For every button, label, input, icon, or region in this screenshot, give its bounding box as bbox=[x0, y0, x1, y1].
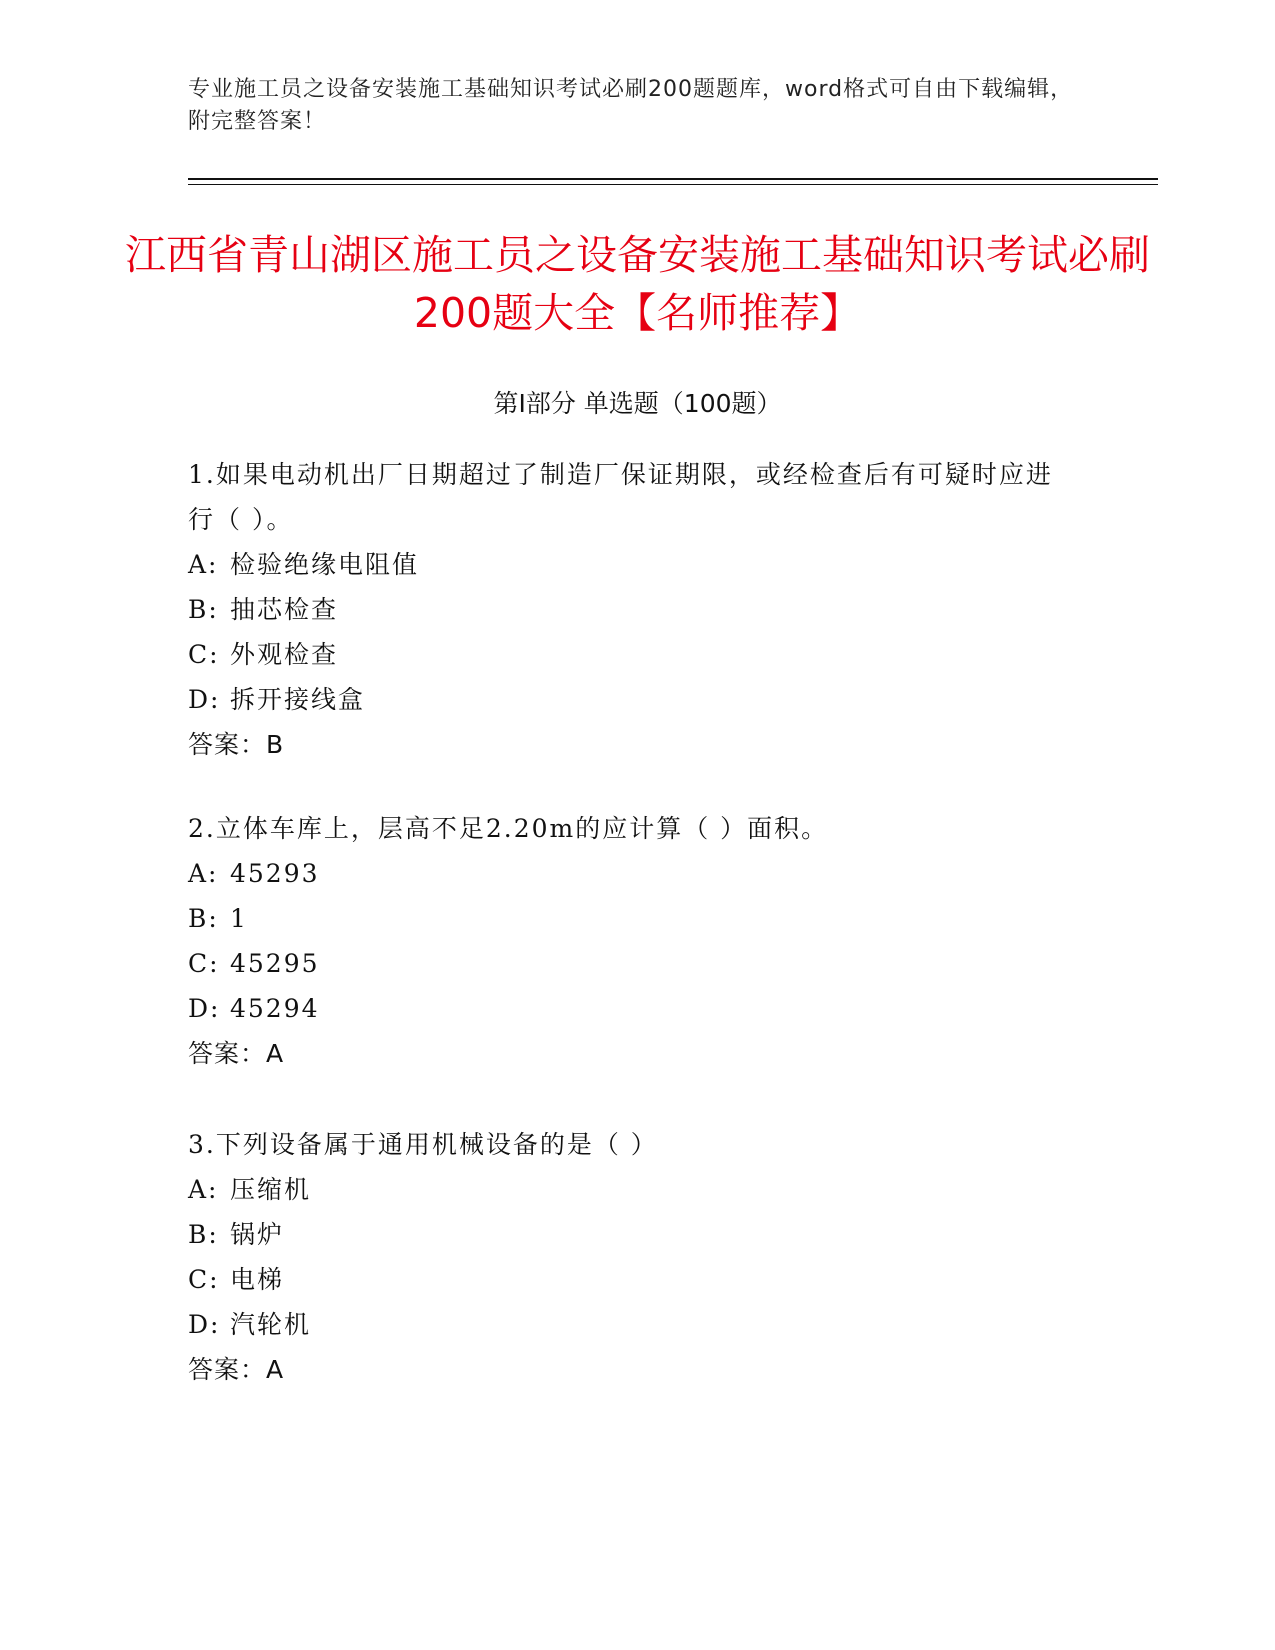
option-a bbox=[188, 542, 1068, 587]
option-letter: A: bbox=[188, 1175, 219, 1204]
option-b bbox=[188, 587, 1068, 632]
header-divider-thin bbox=[188, 184, 1158, 185]
option-b bbox=[188, 896, 1068, 941]
option-letter: D: bbox=[188, 1310, 221, 1339]
option-text: 外观检查 bbox=[230, 640, 339, 669]
question-3 bbox=[188, 1122, 1068, 1392]
document-title: 江西省青山湖区施工员之设备安装施工基础知识考试必刷200题大全【名师推荐】 bbox=[125, 231, 1150, 337]
option-b bbox=[188, 1212, 1068, 1257]
option-letter: B: bbox=[188, 904, 219, 933]
option-d bbox=[188, 677, 1068, 722]
option-letter: B: bbox=[188, 1220, 219, 1249]
option-letter: C: bbox=[188, 949, 220, 978]
option-text: 压缩机 bbox=[230, 1175, 312, 1204]
option-letter: B: bbox=[188, 595, 219, 624]
option-letter: A: bbox=[188, 550, 219, 579]
option-d bbox=[188, 986, 1068, 1031]
option-letter: C: bbox=[188, 640, 220, 669]
option-letter: A: bbox=[188, 859, 219, 888]
option-text: 电梯 bbox=[230, 1265, 285, 1294]
question-2 bbox=[188, 806, 1068, 1076]
option-text: 45294 bbox=[230, 994, 320, 1023]
option-text: 检验绝缘电阻值 bbox=[230, 550, 420, 579]
option-text: 1 bbox=[230, 904, 248, 933]
answer-line: 答案：B bbox=[188, 730, 285, 759]
header-divider-thick bbox=[188, 178, 1158, 180]
option-text: 汽轮机 bbox=[230, 1310, 312, 1339]
option-c bbox=[188, 941, 1068, 986]
option-text: 45295 bbox=[230, 949, 320, 978]
answer-line: 答案：A bbox=[188, 1355, 285, 1384]
option-text: 45293 bbox=[230, 859, 320, 888]
option-letter: D: bbox=[188, 685, 221, 714]
question-stem: 2.立体车库上，层高不足2.20m的应计算（ ）面积。 bbox=[188, 814, 829, 843]
header-note: 专业施工员之设备安装施工基础知识考试必刷200题题库，word格式可自由下载编辑，附完整答案！ bbox=[188, 77, 1074, 134]
option-c bbox=[188, 632, 1068, 677]
option-text: 抽芯检查 bbox=[230, 595, 339, 624]
question-stem: 1.如果电动机出厂日期超过了制造厂保证期限，或经检查后有可疑时应进行（ ）。 bbox=[188, 460, 1053, 534]
option-d bbox=[188, 1302, 1068, 1347]
question-1 bbox=[188, 452, 1068, 767]
option-a bbox=[188, 1167, 1068, 1212]
answer-line: 答案：A bbox=[188, 1039, 285, 1068]
question-stem: 3.下列设备属于通用机械设备的是（ ） bbox=[188, 1130, 658, 1159]
option-letter: D: bbox=[188, 994, 221, 1023]
section-heading: 第I部分 单选题（100题） bbox=[493, 389, 782, 418]
option-text: 拆开接线盒 bbox=[230, 685, 366, 714]
option-a bbox=[188, 851, 1068, 896]
option-letter: C: bbox=[188, 1265, 220, 1294]
option-c bbox=[188, 1257, 1068, 1302]
option-text: 锅炉 bbox=[230, 1220, 285, 1249]
